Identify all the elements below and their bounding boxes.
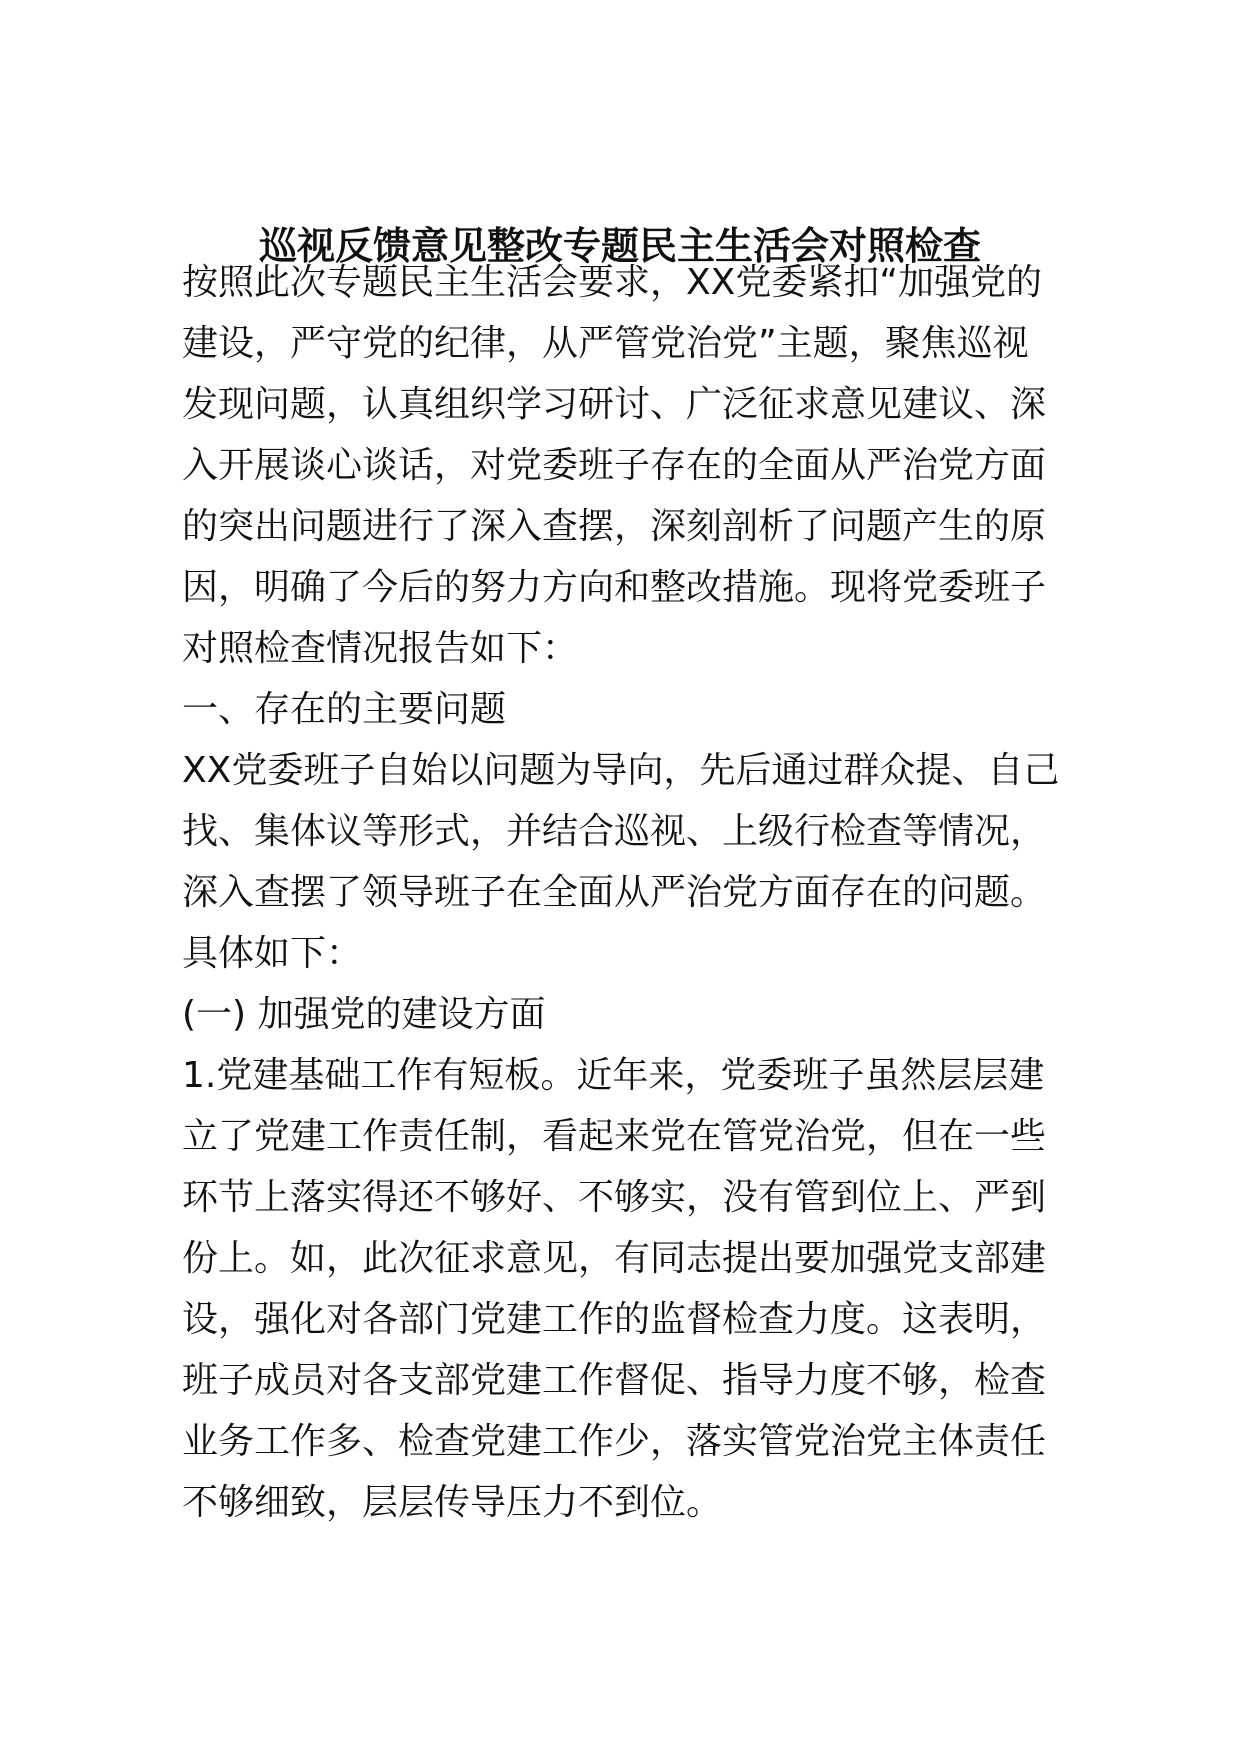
body-line-18: 设，强化对各部门党建工作的监督检查力度。这表明，: [182, 1299, 1047, 1340]
body-line-3: 发现问题，认真组织学习研讨、广泛征求意见建议、深: [182, 384, 1047, 425]
body-line-21: 不够细致，层层传导压力不到位。: [182, 1482, 723, 1523]
body-line-10: 找、集体议等形式，并结合巡视、上级行检查等情况，: [182, 811, 1047, 852]
body-line-6: 因，明确了今后的努力方向和整改措施。现将党委班子: [182, 567, 1047, 608]
body-line-19: 班子成员对各支部党建工作督促、指导力度不够，检查: [182, 1360, 1047, 1401]
body-line-17: 份上。如，此次征求意见，有同志提出要加强党支部建: [182, 1238, 1047, 1279]
body-line-12: 具体如下：: [182, 933, 363, 974]
document-title: 巡视反馈意见整改专题民主生活会对照检查: [258, 224, 981, 268]
body-line-20: 业务工作多、检查党建工作少，落实管党治党主体责任: [182, 1421, 1047, 1462]
subsection-heading-1: (一) 加强党的建设方面: [182, 994, 546, 1035]
body-line-2: 建设，严守党的纪律，从严管党治党”主题，聚焦巡视: [182, 323, 1029, 364]
body-line-11: 深入查摆了领导班子在全面从严治党方面存在的问题。: [182, 872, 1047, 913]
body-line-4: 入开展谈心谈话，对党委班子存在的全面从严治党方面: [182, 445, 1047, 486]
body-line-14: 1.党建基础工作有短板。近年来，党委班子虽然层层建: [182, 1055, 1045, 1096]
document-body: [182, 252, 1102, 1533]
body-line-5: 的突出问题进行了深入查摆，深刻剖析了问题产生的原: [182, 506, 1047, 547]
body-line-1: 按照此次专题民主生活会要求，XX党委紧扣“加强党的: [182, 262, 1042, 303]
section-heading-1: 一、存在的主要问题: [182, 689, 507, 730]
body-line-7: 对照检查情况报告如下：: [182, 628, 579, 669]
body-line-9: XX党委班子自始以问题为导向，先后通过群众提、自己: [182, 750, 1060, 791]
body-line-16: 环节上落实得还不够好、不够实，没有管到位上、严到: [182, 1177, 1047, 1218]
body-line-15: 立了党建工作责任制，看起来党在管党治党，但在一些: [182, 1116, 1047, 1157]
